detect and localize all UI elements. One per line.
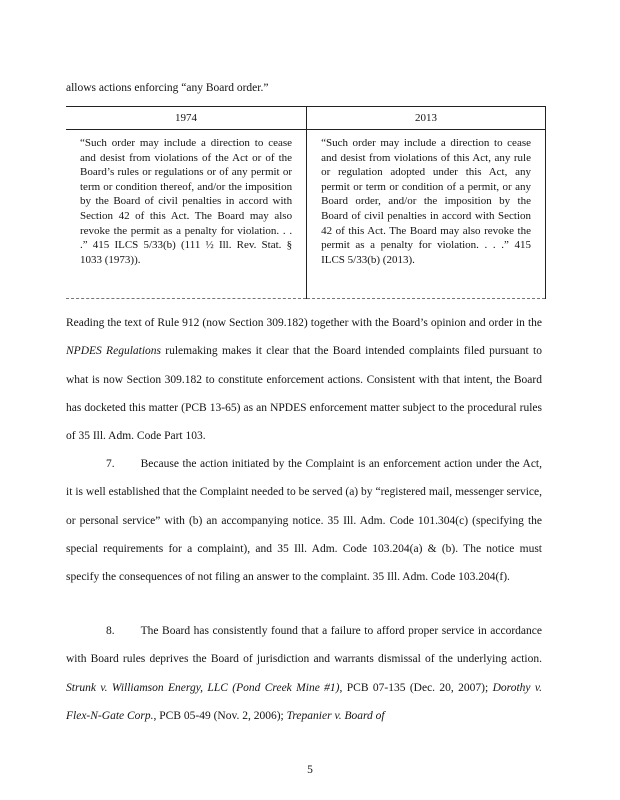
para7-number: 7.: [106, 458, 115, 470]
para8-number: 8.: [106, 625, 115, 637]
para8-text-1: The Board has consistently found that a failure to afford proper service in accordance with Board rules deprives the Board of jurisdiction and warrants dismissal of the underlying action.: [66, 625, 542, 666]
para1-text-2: rulemaking makes it clear that the Board intended complaints filed pursuant to what is now Section 309.182 to constitute enforcement actions. Consistent with that intent, the Board has docketed this matter (PCB 13-65) as an NPDES enforcement matter subject to the procedural rules of 35 Ill. Adm. Code Part 103.: [66, 345, 542, 443]
para8-text-2: , PCB 07-135 (Dec. 20, 2007);: [339, 681, 493, 694]
cell-1974-text: “Such order may include a direction to cease and desist from violations of the Act or of the Board’s rules or regulations or of any permit or term or condition thereof, and/or the imposition by the Board of civil penalties in accord with Section 42 of this Act. The Board may also revoke the permit as a penalty for violation. . . .” 415 ILCS 5/33(b) (111 ½ Ill. Rev. Stat. § 1033 (1973)).: [66, 130, 307, 299]
cell-2013-text: “Such order may include a direction to cease and desist from violations of this Act, any rule or regulation adopted under this Act, any permit or term or condition of a permit, or any Board order, and/or the imposition by the Board of civil penalties in accord with Section 42 of this Act. The Board may also revoke the permit as a penalty for violation. . . .” 415 ILCS 5/33(b) (2013).: [307, 130, 546, 299]
para1-text-1: Reading the text of Rule 912 (now Section 309.182) together with the Board’s opinion and order in the: [66, 317, 542, 329]
para8-text-3: , PCB 05-49 (Nov. 2, 2006);: [153, 709, 287, 722]
table-row: [66, 130, 546, 299]
case-dorothy: Dorothy v. Flex-N-Gate Corp.: [66, 681, 542, 722]
case-trepanier: Trepanier v. Board of: [286, 709, 385, 722]
comparison-table: [66, 106, 546, 299]
page-number: 5: [307, 764, 313, 776]
para7-text: Because the action initiated by the Complaint is an enforcement action under the Act, it is well established that the Complaint needed to be served (a) by “registered mail, messenger service, or personal service” with (b) an accompanying notice. 35 Ill. Adm. Code 101.304(c) (specifying the special requirements for a complaint), and 35 Ill. Adm. Code 103.204(a) & (b). The notice must specify the consequences of not filing an answer to the complaint. 35 Ill. Adm. Code 103.204(f).: [66, 458, 542, 584]
paragraph-7: [66, 450, 542, 591]
case-strunk: Strunk v. Williamson Energy, LLC (Pond Creek Mine #1): [66, 681, 340, 694]
intro-line: allows actions enforcing “any Board order.”: [66, 82, 269, 94]
header-2013: 2013: [307, 107, 546, 130]
table-header-row: [66, 107, 546, 130]
paragraph-8: [66, 617, 542, 730]
header-1974: 1974: [66, 107, 307, 130]
para1-citation-npdes: NPDES Regulations: [66, 345, 161, 358]
paragraph-reading-rule-912: [66, 309, 542, 450]
